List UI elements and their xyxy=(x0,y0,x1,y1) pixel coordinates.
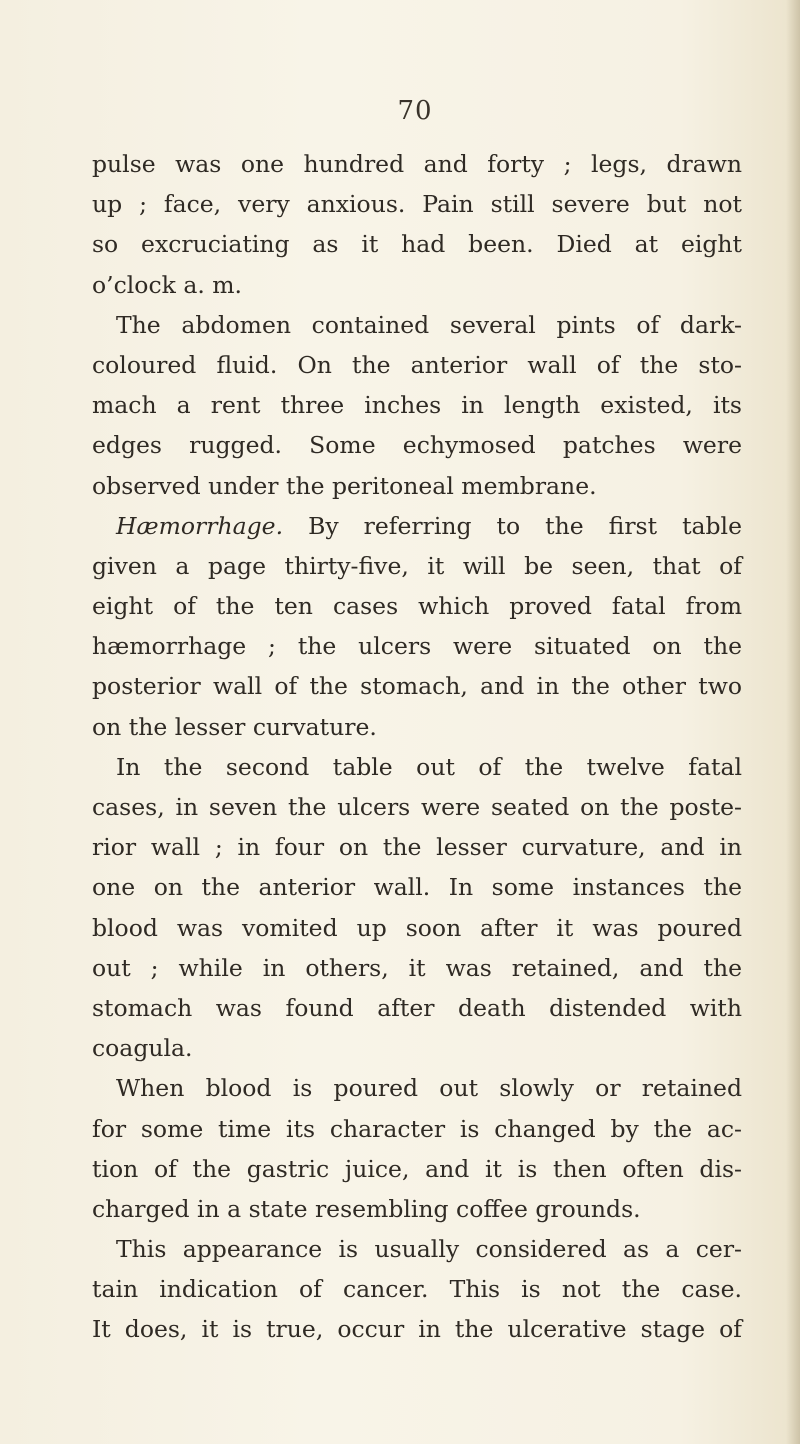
text-line: so excruciating as it had been. Died at eight xyxy=(92,230,742,259)
page-edge-shadow xyxy=(786,0,800,1444)
text-line: given a page thirty-five, it will be seen, that of xyxy=(92,551,742,580)
text-line: charged in a state resembling coffee grounds. xyxy=(92,1194,641,1223)
text-line: out ; while in others, it was retained, and the xyxy=(92,953,742,982)
text-line: posterior wall of the stomach, and in the other two xyxy=(92,672,742,701)
paragraph-start-line: This appearance is usually considered as a cer- xyxy=(116,1235,742,1264)
text-line: tion of the gastric juice, and it is then often dis- xyxy=(92,1154,742,1183)
text-line: coloured fluid. On the anterior wall of the sto- xyxy=(92,350,742,379)
text-line: rior wall ; in four on the lesser curvature, and in xyxy=(92,833,742,862)
section-heading-haemorrhage: Hæmorrhage. xyxy=(116,511,284,540)
paragraph-start-line: The abdomen contained several pints of dark- xyxy=(116,310,742,339)
text-line: blood was vomited up soon after it was poured xyxy=(92,913,742,942)
text-line: eight of the ten cases which proved fatal from xyxy=(92,592,742,621)
section-start-line xyxy=(92,506,742,546)
text-line: on the lesser curvature. xyxy=(92,712,377,741)
paragraph-start-line: When blood is poured out slowly or retained xyxy=(116,1074,742,1103)
text-line: stomach was found after death distended with xyxy=(92,993,742,1022)
text-line: for some time its character is changed by the ac- xyxy=(92,1114,742,1143)
text-line: one on the anterior wall. In some instances the xyxy=(92,873,742,902)
text-line: pulse was one hundred and forty ; legs, drawn xyxy=(92,150,742,178)
text-line: mach a rent three inches in length existed, its xyxy=(92,391,742,420)
paragraph-start-line: In the second table out of the twelve fatal xyxy=(116,752,742,781)
section-heading-continuation: By referring to the first table xyxy=(308,511,742,540)
body-text xyxy=(92,144,742,1350)
text-line: cases, in seven the ulcers were seated on the poste- xyxy=(92,793,742,821)
page-number: 70 xyxy=(397,96,433,126)
text-line: hæmorrhage ; the ulcers were situated on the xyxy=(92,632,742,661)
text-line: o’clock a. m. xyxy=(92,270,243,299)
text-line: It does, it is true, occur in the ulcerative stage of xyxy=(92,1315,742,1344)
text-line: observed under the peritoneal membrane. xyxy=(92,471,597,500)
text-line: tain indication of cancer. This is not the case. xyxy=(92,1275,742,1304)
text-line: edges rugged. Some echymosed patches were xyxy=(92,431,742,460)
text-line: coagula. xyxy=(92,1034,193,1063)
text-line: up ; face, very anxious. Pain still severe but not xyxy=(92,190,742,219)
